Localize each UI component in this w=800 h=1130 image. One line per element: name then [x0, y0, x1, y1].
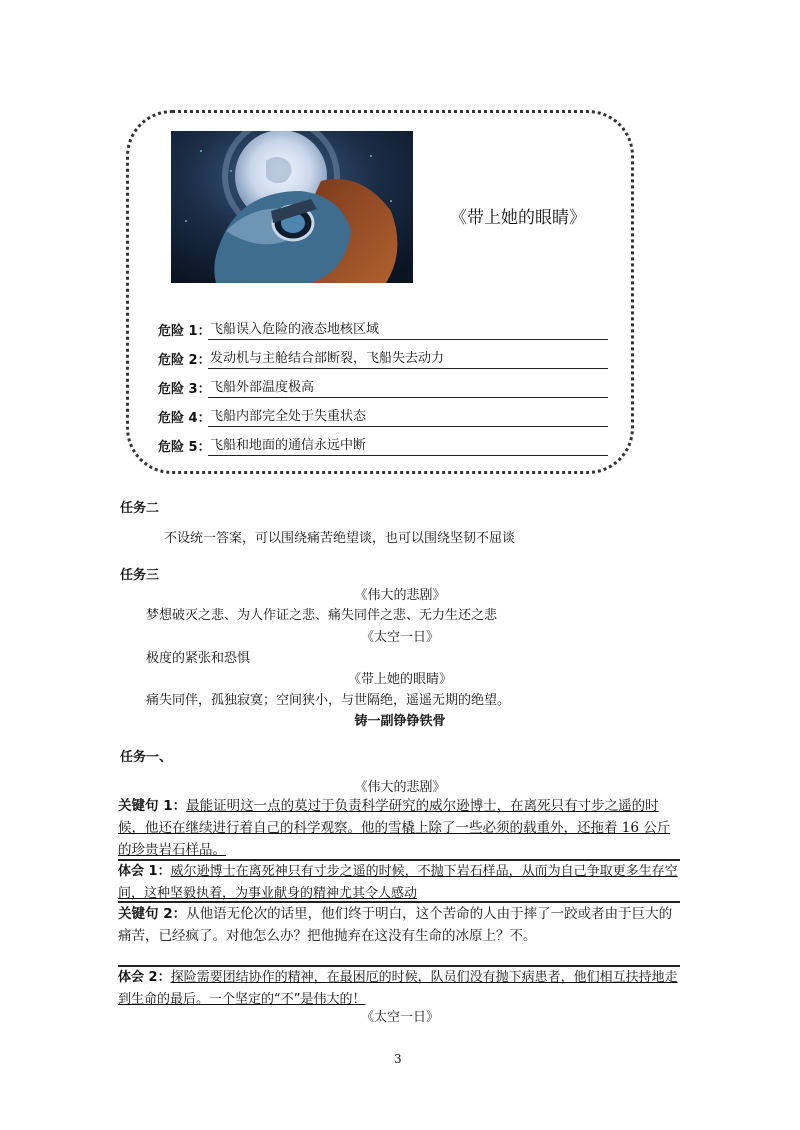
danger-item: [158, 345, 608, 369]
experience-text: 威尔逊博士在离死神只有寸步之遥的时候，不抛下岩石样品，从而为自己争取更多生存空间，这种坚毅执着，为事业献身的精神尤其令人感动: [118, 864, 678, 901]
experience-1: [118, 861, 680, 905]
task3-text-3: 痛失同伴，孤独寂寞；空间狭小，与世隔绝，遥遥无期的绝望。: [146, 693, 511, 708]
danger-label: 危险 2：: [158, 353, 211, 368]
movie-title: 《带上她的眼睛》: [450, 208, 586, 228]
danger-text: 飞船内部完全处于失重状态: [208, 405, 608, 427]
danger-label: 危险 4：: [158, 411, 211, 426]
key-sentence-label: 关键句 1：: [118, 798, 187, 814]
page-number: 3: [394, 1052, 402, 1066]
danger-label: 危险 1：: [158, 324, 211, 339]
section-title: 铸一副铮铮铁骨: [354, 714, 446, 729]
task3-text-2: 极度的紧张和恐惧: [146, 651, 251, 666]
experience-2: [118, 967, 680, 1011]
danger-label: 危险 3：: [158, 382, 211, 397]
task3-text-1: 梦想破灭之悲、为人作证之悲、痛失同伴之悲、无力生还之悲: [146, 608, 498, 623]
experience-label: 体会 1：: [118, 864, 171, 879]
task3-title-1: 《伟大的悲剧》: [354, 588, 446, 603]
task3-title-2: 《太空一日》: [360, 630, 439, 645]
movie-still-image: [171, 131, 413, 283]
task3-title-3: 《带上她的眼睛》: [347, 672, 452, 687]
experience-label: 体会 2：: [118, 970, 171, 985]
danger-text: 发动机与主舱结合部断裂，飞船失去动力: [208, 347, 608, 369]
key-sentence-1: [118, 795, 680, 861]
task1-subtitle: 《伟大的悲剧》: [354, 780, 446, 795]
danger-label: 危险 5：: [158, 440, 211, 455]
danger-text: 飞船误入危险的液态地核区域: [208, 318, 608, 340]
task1-heading: 任务一、: [120, 750, 173, 765]
next-subtitle: 《太空一日》: [360, 1010, 439, 1025]
danger-item: [158, 316, 608, 340]
danger-text: 飞船外部温度极高: [208, 376, 608, 398]
danger-item: [158, 374, 608, 398]
key-sentence-2: [118, 903, 680, 947]
danger-item: [158, 432, 608, 456]
danger-text: 飞船和地面的通信永远中断: [208, 434, 608, 456]
task3-heading: 任务三: [120, 568, 160, 583]
key-sentence-label: 关键句 2：: [118, 906, 187, 922]
task2-heading: 任务二: [120, 501, 160, 516]
danger-item: [158, 403, 608, 427]
key-sentence-text: 从他语无伦次的话里，他们终于明白，这个苦命的人由于摔了一跤或者由于巨大的痛苦，已经疯了。对他怎么办？把他抛弃在这没有生命的冰原上？不。: [118, 906, 673, 944]
experience-text: 探险需要团结协作的精神，在最困厄的时候，队员们没有抛下病患者，他们相互扶持地走到生命的最后。一个坚定的“不”是伟大的！: [118, 970, 678, 1007]
key-sentence-text: 最能证明这一点的莫过于负责科学研究的威尔逊博士，在离死只有寸步之遥的时候，他还在继续进行着自己的科学观察。他的雪橇上除了一些必须的载重外，还拖着 16 公斤的珍贵岩石样品。: [118, 798, 671, 858]
task2-text: 不设统一答案，可以围绕痛苦绝望谈，也可以围绕坚韧不屈谈: [164, 531, 516, 546]
